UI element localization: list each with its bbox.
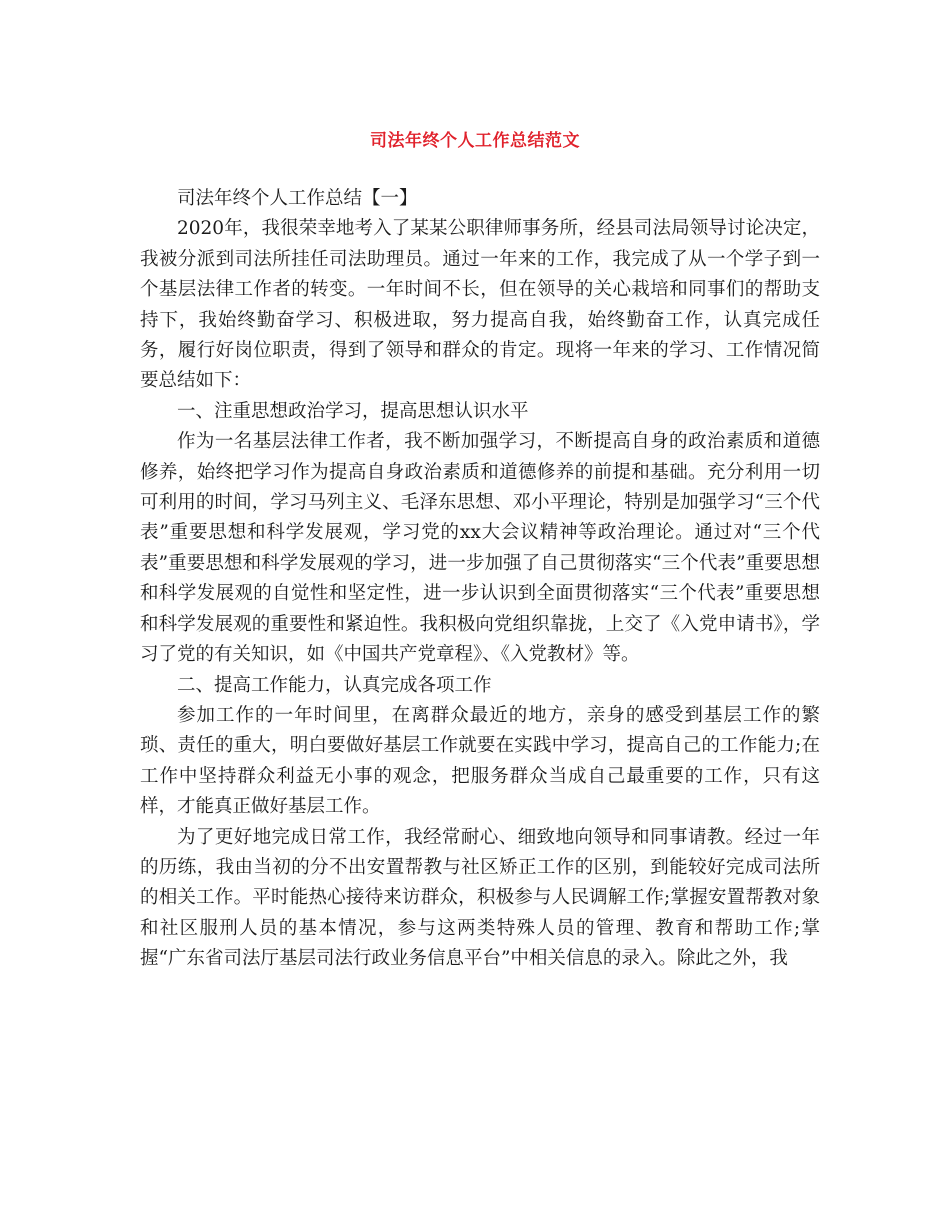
section-heading-political-study: 一、注重思想政治学习，提高思想认识水平: [177, 400, 529, 422]
paragraph-intro: 2020年，我很荣幸地考入了某某公职律师事务所，经县司法局领导讨论决定，我被分派到司法所挂任司法助理员。通过一年来的工作，我完成了从一个学子到一个基层法律工作者的转变。一年时间不长，但在领导的关心栽培和同事们的帮助支持下，我始终勤奋学习、积极进取，努力提高自我，始终勤奋工作，认真完成任务，履行好岗位职责，得到了领导和群众的肯定。现将一年来的学习、工作情况简要总结如下：: [140, 218, 820, 392]
section-heading-work-ability: 二、提高工作能力，认真完成各项工作: [177, 674, 492, 696]
section-heading-1: 司法年终个人工作总结【一】: [177, 188, 418, 209]
paragraph-political-study: 作为一名基层法律工作者，我不断加强学习，不断提高自身的政治素质和道德修养，始终把学习作为提高自身政治素质和道德修养的前提和基础。充分利用一切可利用的时间，学习马列主义、毛泽东思想、邓小平理论，特别是加强学习“三个代表”重要思想和科学发展观，学习党的xx大会议精神等政治理论。通过对“三个代表”重要思想和科学发展观的学习，进一步加强了自己贯彻落实“三个代表”重要思想和科学发展观的自觉性和坚定性，进一步认识到全面贯彻落实“三个代表”重要思想和科学发展观的重要性和紧迫性。我积极向党组织靠拢，上交了《入党申请书》，学习了党的有关知识，如《中国共产党章程》、《入党教材》等。: [140, 431, 820, 666]
document-title: 司法年终个人工作总结范文: [370, 131, 580, 151]
paragraph-work-ability: 参加工作的一年时间里，在离群众最近的地方，亲身的感受到基层工作的繁琐、责任的重大，明白要做好基层工作就要在实践中学习，提高自己的工作能力;在工作中坚持群众利益无小事的观念，把服务群众当成自己最重要的工作，只有这样，才能真正做好基层工作。: [140, 704, 820, 818]
paragraph-daily-work: 为了更好地完成日常工作，我经常耐心、细致地向领导和同事请教。经过一年的历练，我由当初的分不出安置帮教与社区矫正工作的区别，到能较好完成司法所的相关工作。平时能热心接待来访群众，积极参与人民调解工作;掌握安置帮教对象和社区服刑人员的基本情况，参与这两类特殊人员的管理、教育和帮助工作;掌握“广东省司法厅基层司法行政业务信息平台”中相关信息的录入。除此之外，我: [140, 826, 820, 970]
document-body: [140, 184, 820, 975]
